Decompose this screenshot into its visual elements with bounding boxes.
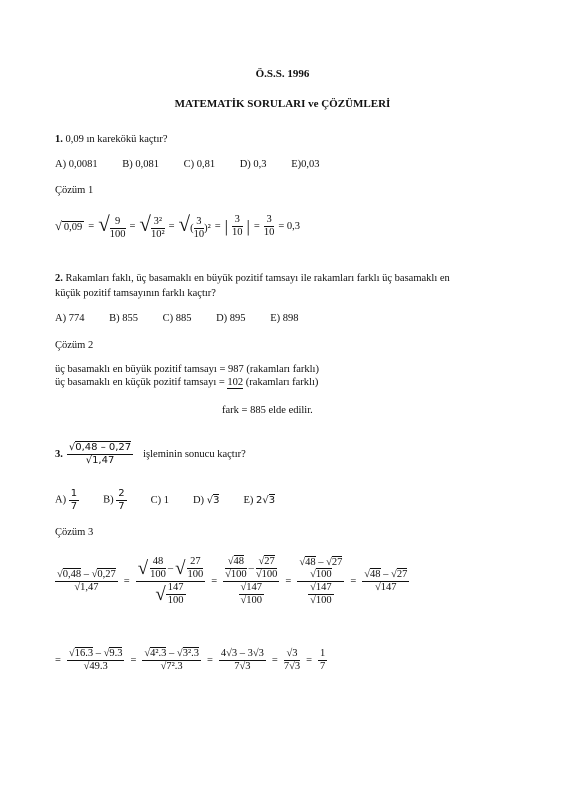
question-text: 0,09 ın karekökü kaçtır? xyxy=(65,134,168,145)
q2-options xyxy=(55,313,320,324)
solution-1-expression xyxy=(55,212,300,241)
question-text-line-1: Rakamları faklı, üç basamaklı en büyük pozitif tamsayı ile rakamları farklı üç basamaklı en xyxy=(65,273,450,284)
fraction: $\frac{\text{√4².3 – √3².3}}{\text{√7².3}}$ xyxy=(144,648,199,673)
q3-options xyxy=(55,488,275,512)
question-text: işleminin sonucu kaçtır? xyxy=(143,448,246,460)
equals-sign: = xyxy=(55,655,61,667)
fraction: $\frac{\text{3²}}{\text{10²}}$ xyxy=(150,216,165,241)
fraction: √ $\frac{48}{100}$ – √ $\frac{27}{100}$ √ $\frac{147}{100}$ xyxy=(137,556,204,607)
option-b: B) $\frac{2}{7}$ xyxy=(103,488,125,512)
equals-sign: = xyxy=(206,655,213,667)
question-text-line-2: küçük pozitif tamsayının farklı kaçtır? xyxy=(55,288,216,299)
fraction: $\frac{3}{10}$ xyxy=(263,214,275,239)
equals-sign: = xyxy=(285,576,292,588)
option-e: E) 2√3 xyxy=(243,494,276,506)
fraction: $\frac{√3}{7√3}$ xyxy=(283,648,301,673)
q1-options xyxy=(55,159,341,170)
equals-sign: = xyxy=(168,221,175,233)
fraction: $\frac{√48 - √27}{√147}$ xyxy=(364,569,408,594)
option-d: D) 895 xyxy=(216,313,246,324)
question-fraction: $\frac{√0,48 - 0,27}{√1,47}$ xyxy=(68,442,132,466)
solution-3-row-1 xyxy=(55,556,409,607)
option-c: C) 0,81 xyxy=(183,159,216,170)
equals-sign: = xyxy=(253,221,260,233)
option-d: D) 0,3 xyxy=(239,159,267,170)
solution-3-row-2 xyxy=(55,648,327,673)
option-d: D) √3 xyxy=(192,494,220,506)
fraction: $\frac{1}{7}$ xyxy=(320,648,326,673)
equals-sign: = xyxy=(306,655,313,667)
subtrahend: 102 xyxy=(227,377,244,388)
solution-3-label: Çözüm 3 xyxy=(55,527,94,538)
option-a: A) 774 xyxy=(55,313,85,324)
equals-sign: = xyxy=(271,655,278,667)
fraction: $\frac{3}{10}$ xyxy=(232,214,243,239)
equals-sign: = xyxy=(123,576,130,588)
result: = 0,3 xyxy=(278,221,300,233)
fraction: $\frac{9}{100}$ xyxy=(109,216,126,241)
equals-sign: = xyxy=(214,221,221,233)
solution-2-result: fark = 885 elde edilir. xyxy=(222,405,313,416)
radical: √ 0,09 xyxy=(55,219,83,234)
equals-sign: = xyxy=(211,576,218,588)
solution-2-line-1: üç basamaklı en büyük pozitif tamsayı = 987 (rakamları farklı) xyxy=(55,364,319,375)
radical: √ $\frac{\text{3²}}{\text{10²}}$ xyxy=(139,212,165,241)
page-subtitle: MATEMATİK SORULARI ve ÇÖZÜMLERİ xyxy=(174,98,391,110)
option-b: B) 855 xyxy=(109,313,138,324)
option-a: A) $\frac{1}{7}$ xyxy=(55,488,78,512)
option-c: C) 885 xyxy=(162,313,192,324)
equals-sign: = xyxy=(350,576,357,588)
option-a: A) 0,0081 xyxy=(55,159,98,170)
question-number: 3. xyxy=(55,448,63,460)
fraction: $\frac{√0,48 - √0,27}{√1,47}$ xyxy=(57,569,116,594)
solution-2-line-2: üç basamaklı en küçük pozitif tamsayı = 102 (rakamları farklı) xyxy=(55,377,319,388)
fraction: $\frac{4√3 - 3√3}{7√3}$ xyxy=(220,648,264,673)
solution-2-label: Çözüm 2 xyxy=(55,340,94,351)
radical: √( $\frac{3}{10}$ )² xyxy=(178,212,211,241)
equals-sign: = xyxy=(130,655,137,667)
radical: √ $\frac{9}{100}$ xyxy=(98,212,126,241)
option-e: E)0,03 xyxy=(291,159,320,170)
abs-bar-right: | xyxy=(246,216,250,236)
equals-sign: = xyxy=(129,221,136,233)
page-title: Ö.S.S. 1996 xyxy=(255,68,310,80)
fraction: $\frac{√48}{√100}$ – $\frac{√27}{√100}$ $\frac{√147}{√100}$ xyxy=(225,556,278,607)
option-b: B) 0,081 xyxy=(122,159,159,170)
option-e: E) 898 xyxy=(270,313,299,324)
fraction: $\frac{√16.3 - √9.3}{√49.3}$ xyxy=(68,648,123,673)
question-number: 2. xyxy=(55,273,63,284)
solution-1-label: Çözüm 1 xyxy=(55,185,94,196)
fraction: √48 – √27 √100 $\frac{√147}{√100}$ xyxy=(299,556,343,606)
question-2 xyxy=(55,273,450,284)
abs-bar-left: | xyxy=(224,216,229,236)
question-3 xyxy=(55,442,246,466)
option-c: C) 1 xyxy=(150,494,169,506)
equals-sign: = xyxy=(88,221,95,233)
question-1 xyxy=(55,134,168,145)
question-number: 1. xyxy=(55,134,63,145)
fraction: $\frac{3}{10}$ xyxy=(193,216,205,241)
